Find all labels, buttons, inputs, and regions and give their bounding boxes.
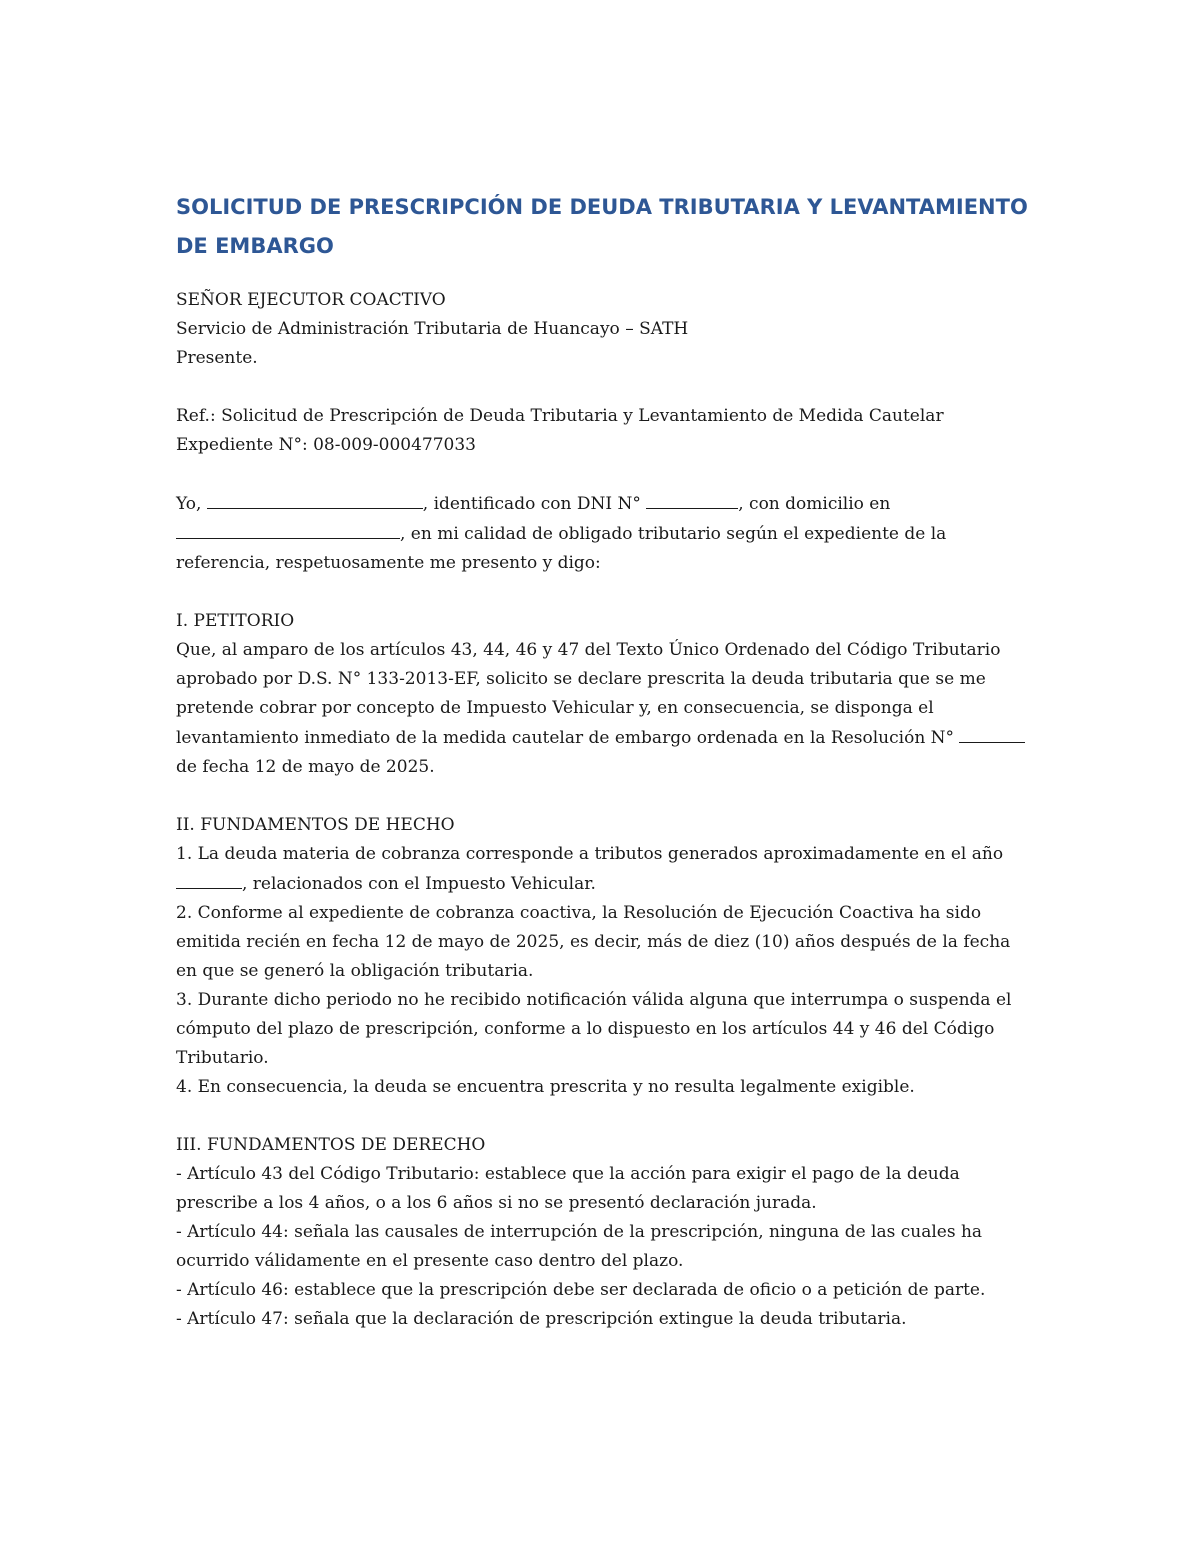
derecho-item-1: - Artículo 43 del Código Tributario: establece que la acción para exigir el pago de la deuda prescribe a los 4 años, o a los 6 años si no se presentó declaración jurada. bbox=[176, 1164, 960, 1213]
hechos-item-1-a: 1. La deuda materia de cobranza corresponde a tributos generados aproximadamente en el año bbox=[176, 844, 1004, 864]
hechos-item-1 bbox=[176, 840, 1036, 899]
resolution-blank bbox=[959, 723, 1025, 743]
derecho-item-2: - Artículo 44: señala las causales de interrupción de la prescripción, ninguna de las cuales ha ocurrido válidamente en el presente caso dentro del plazo. bbox=[176, 1222, 983, 1271]
reference-line: Ref.: Solicitud de Prescripción de Deuda Tributaria y Levantamiento de Medida Cautelar bbox=[176, 406, 944, 426]
derecho-heading: III. FUNDAMENTOS DE DERECHO bbox=[176, 1135, 486, 1155]
intro-line-1 bbox=[176, 489, 1036, 519]
petitorio-text-a: Que, al amparo de los artículos 43, 44, 46 y 47 del Texto Único Ordenado del Código Tributario aprobado por D.S. N° 133-2013-EF, solicito se declare prescrita la deuda tributaria que se me pretende cobrar por concepto de Impuesto Vehicular y, en consecuencia, se disponga el levantamiento inmediato de la medida cautelar de embargo ordenada en la Resolución N° bbox=[176, 640, 1001, 748]
hechos-item-2: 2. Conforme al expediente de cobranza coactiva, la Resolución de Ejecución Coactiva ha sido emitida recién en fecha 12 de mayo de 2025, es decir, más de diez (10) años después de la fecha en que se generó la obligación tributaria. bbox=[176, 903, 1011, 981]
addressee-line-2: Servicio de Administración Tributaria de Huancayo – SATH bbox=[176, 319, 689, 339]
name-blank bbox=[207, 489, 423, 509]
hechos-heading: II. FUNDAMENTOS DE HECHO bbox=[176, 815, 455, 835]
addressee-block bbox=[176, 286, 1036, 373]
petitorio-text-b: de fecha 12 de mayo de 2025. bbox=[176, 757, 435, 777]
derecho-item-4: - Artículo 47: señala que la declaración de prescripción extingue la deuda tributaria. bbox=[176, 1309, 907, 1329]
reference-block bbox=[176, 402, 1036, 460]
domicile-blank bbox=[176, 519, 400, 539]
intro-line-2 bbox=[176, 519, 1036, 549]
intro-text-yo: Yo, bbox=[176, 494, 202, 514]
hechos-section bbox=[176, 811, 1036, 1102]
derecho-item-3: - Artículo 46: establece que la prescripción debe ser declarada de oficio o a petición de parte. bbox=[176, 1280, 986, 1300]
expediente-line: Expediente N°: 08-009-000477033 bbox=[176, 435, 476, 455]
derecho-section bbox=[176, 1131, 1036, 1334]
hechos-item-3: 3. Durante dicho periodo no he recibido notificación válida alguna que interrumpa o suspenda el cómputo del plazo de prescripción, conforme a lo dispuesto en los artículos 44 y 46 del Código Tributario. bbox=[176, 990, 1012, 1068]
petitorio-section bbox=[176, 607, 1036, 782]
document-title: SOLICITUD DE PRESCRIPCIÓN DE DEUDA TRIBUTARIA Y LEVANTAMIENTO DE EMBARGO bbox=[176, 195, 1028, 258]
hechos-item-4: 4. En consecuencia, la deuda se encuentra prescrita y no resulta legalmente exigible. bbox=[176, 1077, 915, 1097]
intro-text-domicilio: , con domicilio en bbox=[738, 494, 891, 514]
intro-paragraph bbox=[176, 489, 1036, 578]
document-body bbox=[176, 188, 1036, 1363]
intro-text-calidad: , en mi calidad de obligado tributario según el expediente de la bbox=[400, 524, 947, 544]
petitorio-heading: I. PETITORIO bbox=[176, 611, 295, 631]
dni-blank bbox=[646, 489, 738, 509]
intro-text-dni: , identificado con DNI N° bbox=[422, 494, 641, 514]
hechos-item-1-b: , relacionados con el Impuesto Vehicular. bbox=[242, 874, 596, 894]
addressee-line-1: SEÑOR EJECUTOR COACTIVO bbox=[176, 290, 446, 310]
year-blank bbox=[176, 869, 242, 889]
addressee-line-3: Presente. bbox=[176, 348, 258, 368]
intro-line-3: referencia, respetuosamente me presento y digo: bbox=[176, 553, 601, 573]
petitorio-text bbox=[176, 636, 1036, 782]
